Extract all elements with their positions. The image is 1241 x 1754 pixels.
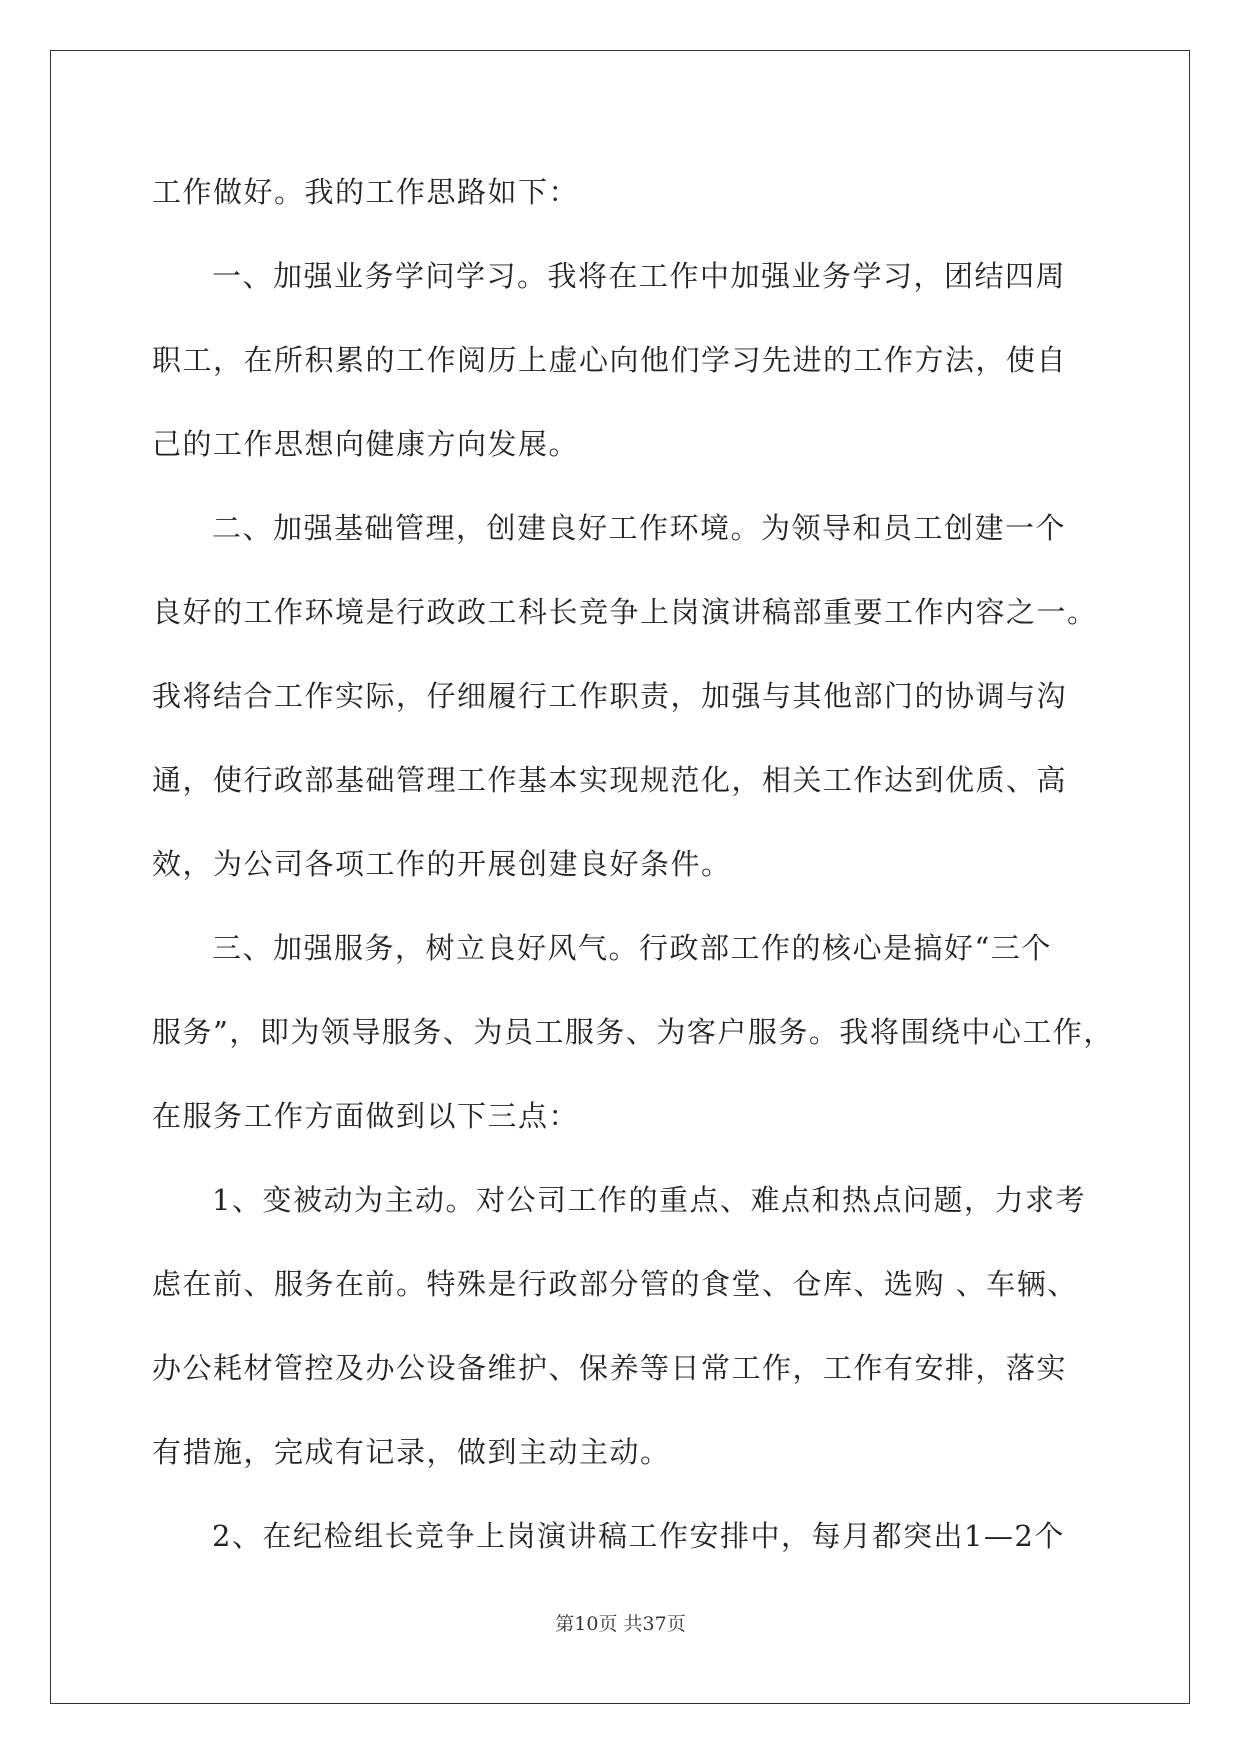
page-number-footer: 第10页 共37页 (555, 1613, 686, 1635)
text-line: 二、加强基础管理，创建良好工作环境。为领导和员工创建一个 (212, 511, 1067, 545)
text-line: 职工，在所积累的工作阅历上虚心向他们学习先进的工作方法，使自 (152, 343, 1068, 377)
text-line: 三、加强服务，树立良好风气。行政部工作的核心是搞好“三个 (212, 931, 1052, 965)
text-line: 2、在纪检组长竞争上岗演讲稿工作安排中，每月都突出1—2个 (212, 1519, 1065, 1553)
text-line: 良好的工作环境是行政政工科长竞争上岗演讲稿部重要工作内容之一。 (152, 595, 1098, 629)
text-line: 己的工作思想向健康方向发展。 (152, 427, 580, 461)
text-line: 1、变被动为主动。对公司工作的重点、难点和热点问题，力求考 (212, 1183, 1086, 1217)
text-line: 效，为公司各项工作的开展创建良好条件。 (152, 847, 732, 881)
text-line: 我将结合工作实际，仔细履行工作职责，加强与其他部门的协调与沟 (152, 679, 1068, 713)
text-line: 虑在前、服务在前。特殊是行政部分管的食堂、仓库、选购 、车辆、 (152, 1267, 1078, 1301)
text-line: 通，使行政部基础管理工作基本实现规范化，相关工作达到优质、高 (152, 763, 1068, 797)
text-line: 有措施，完成有记录，做到主动主动。 (152, 1435, 671, 1469)
document-body (152, 150, 1114, 1578)
text-line: 一、加强业务学问学习。我将在工作中加强业务学习，团结四周 (212, 259, 1067, 293)
text-line: 服务”，即为领导服务、为员工服务、为客户服务。我将围绕中心工作， (152, 1015, 1114, 1049)
text-line: 工作做好。我的工作思路如下： (152, 175, 580, 209)
text-line: 在服务工作方面做到以下三点： (152, 1099, 580, 1133)
text-line: 办公耗材管控及办公设备维护、保养等日常工作，工作有安排，落实 (152, 1351, 1068, 1385)
